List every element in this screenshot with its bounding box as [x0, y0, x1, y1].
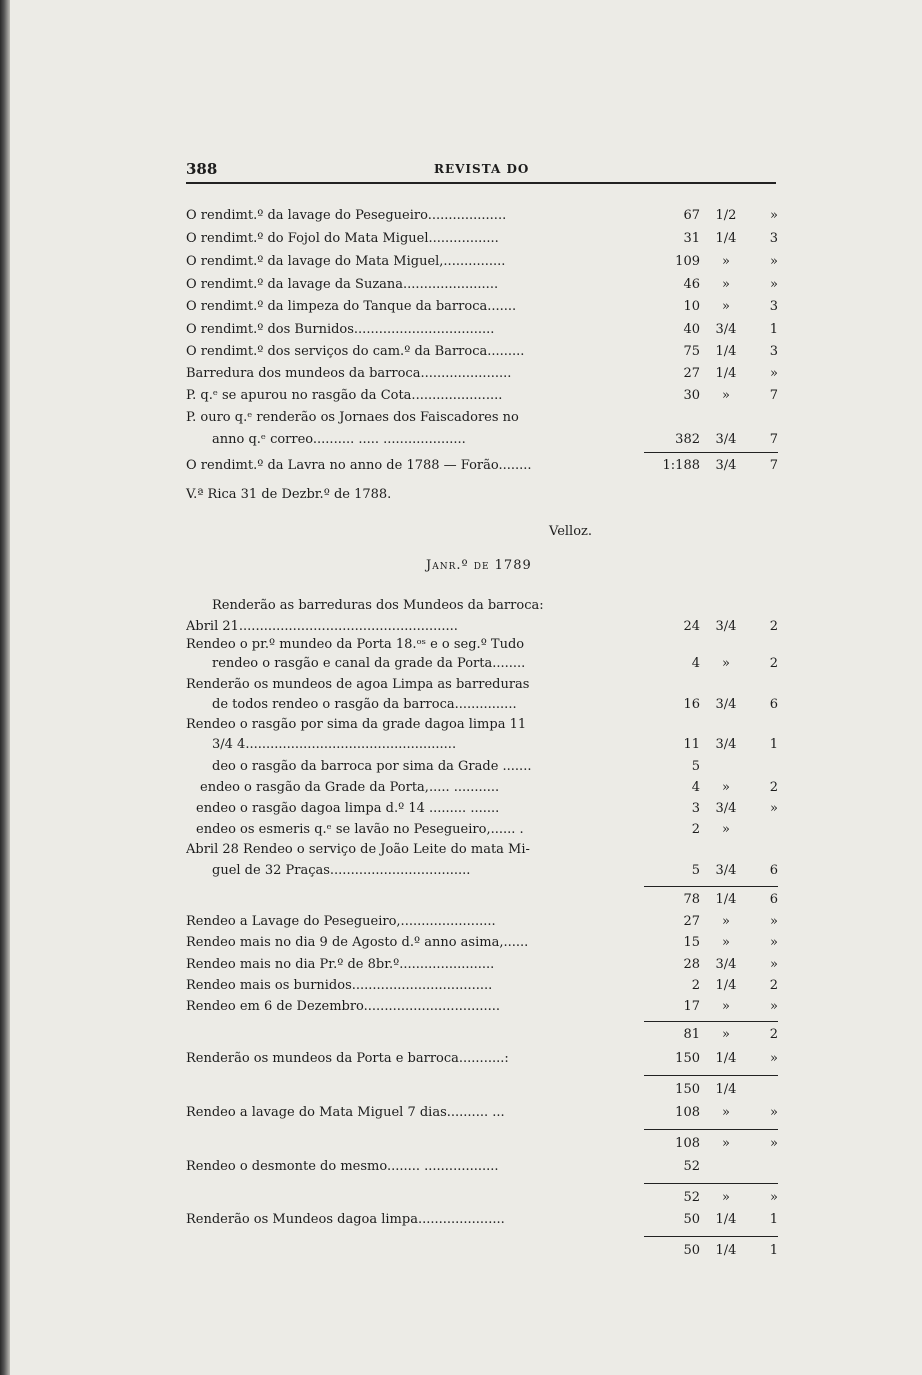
ledger-row: [0, 933, 922, 953]
subtotal-value-1: 150: [675, 1082, 700, 1097]
entry-description: O rendimt.º da lavage do Mata Miguel,...............: [186, 254, 506, 269]
entry-value-3: 3: [769, 231, 778, 246]
ledger-row: [0, 778, 922, 798]
entry-value-3: »: [770, 801, 778, 816]
entry-value-3: »: [770, 999, 778, 1014]
entry-value-3: 7: [769, 388, 778, 403]
running-title: REVISTA DO: [434, 162, 530, 176]
ledger-row: [0, 320, 922, 340]
entry-value-1: 40: [683, 322, 700, 337]
entry-value-2: »: [722, 780, 730, 795]
entry-description: Rendeo o rasgão por sima da grade dagoa limpa 11: [186, 717, 527, 732]
subtotal-value-3: 1: [769, 1243, 778, 1258]
entry-value-3: »: [770, 1051, 778, 1066]
total-value-3: 7: [769, 458, 778, 473]
sum-rule: [644, 1129, 778, 1130]
entry-description: anno q.ᵉ correo.......... ..... ....................: [212, 432, 466, 447]
entry-value-1: 28: [683, 957, 700, 972]
entry-value-1: 46: [683, 277, 700, 292]
subtotal-row: [0, 1080, 922, 1100]
entry-value-1: 2: [691, 978, 700, 993]
entry-value-2: »: [722, 299, 730, 314]
entry-value-1: 150: [675, 1051, 700, 1066]
entry-value-2: 3/4: [715, 863, 737, 878]
ledger-row: [0, 997, 922, 1017]
entry-value-2: 1/2: [715, 208, 737, 223]
entry-value-2: »: [722, 388, 730, 403]
section-heading: Janr.º de 1789: [426, 558, 532, 573]
ledger-row: [0, 735, 922, 755]
entry-value-1: 2: [691, 822, 700, 837]
ledger-row: [0, 252, 922, 272]
ledger-row: [0, 206, 922, 226]
ledger-row: [0, 342, 922, 362]
entry-description: P. q.ᵉ se apurou no rasgão da Cota......................: [186, 388, 503, 403]
subtotal-value-1: 81: [683, 1027, 700, 1042]
total-value-2: 3/4: [715, 458, 737, 473]
entry-value-3: »: [770, 957, 778, 972]
entry-description: Rendeo mais os burnidos..................................: [186, 978, 493, 993]
entry-value-1: 382: [675, 432, 700, 447]
entry-value-3: »: [770, 935, 778, 950]
entry-value-1: 109: [675, 254, 700, 269]
ledger-row: [0, 695, 922, 715]
entry-value-3: »: [770, 1105, 778, 1120]
entry-value-2: 1/4: [715, 1051, 737, 1066]
subtotal-row: [0, 1134, 922, 1154]
subtotal-row: [0, 1025, 922, 1045]
entry-value-1: 10: [683, 299, 700, 314]
entry-value-2: 3/4: [715, 801, 737, 816]
subtotal-row: [0, 1188, 922, 1208]
ledger-row: [0, 675, 922, 695]
subtotal-value-1: 52: [683, 1190, 700, 1205]
entry-value-2: 3/4: [715, 737, 737, 752]
dateline: V.ª Rica 31 de Dezbr.º de 1788.: [186, 487, 392, 502]
entry-description: rendeo o rasgão e canal da grade da Porta........: [212, 656, 526, 671]
sum-rule: [644, 452, 778, 453]
subtotal-value-2: 1/4: [715, 1082, 737, 1097]
entry-value-2: 3/4: [715, 697, 737, 712]
entry-description: Renderão os Mundeos dagoa limpa.....................: [186, 1212, 505, 1227]
entry-description: guel de 32 Praças..................................: [212, 863, 471, 878]
sum-rule: [644, 1075, 778, 1076]
entry-value-3: 7: [769, 432, 778, 447]
ledger-row: [0, 757, 922, 777]
entry-description: P. ouro q.ᵉ renderão os Jornaes dos Faiscadores no: [186, 410, 519, 425]
entry-value-2: »: [722, 277, 730, 292]
subtotal-value-2: 1/4: [715, 1243, 737, 1258]
ledger-row: [0, 617, 922, 637]
ledger-row: [0, 976, 922, 996]
entry-description: O rendimt.º dos serviços do cam.º da Barroca.........: [186, 344, 525, 359]
ledger-row: [0, 1103, 922, 1123]
sum-rule: [644, 1183, 778, 1184]
entry-value-1: 5: [691, 863, 700, 878]
sum-rule: [644, 1021, 778, 1022]
entry-value-1: 15: [683, 935, 700, 950]
entry-value-2: 1/4: [715, 231, 737, 246]
entry-description: endeo o rasgão da Grade da Porta,..... ...........: [200, 780, 500, 795]
ledger-row: [0, 297, 922, 317]
entry-description: deo o rasgão da barroca por sima da Grade .......: [212, 759, 532, 774]
entry-value-3: 6: [769, 697, 778, 712]
entry-description: endeo o rasgão dagoa limpa d.º 14 ......... .......: [196, 801, 500, 816]
entry-description: Rendeo o pr.º mundeo da Porta 18.ᵒˢ e o seg.º Tudo: [186, 637, 525, 652]
entry-description: Barredura dos mundeos da barroca......................: [186, 366, 512, 381]
ledger-row: [0, 820, 922, 840]
entry-value-1: 3: [691, 801, 700, 816]
sum-rule: [644, 1236, 778, 1237]
ledger-row: [0, 955, 922, 975]
subtotal-value-3: 2: [769, 1027, 778, 1042]
entry-value-2: 1/4: [715, 978, 737, 993]
entry-value-3: »: [770, 914, 778, 929]
entry-description: O rendimt.º do Fojol do Mata Miguel.................: [186, 231, 499, 246]
entry-value-3: 3: [769, 299, 778, 314]
entry-value-1: 24: [683, 619, 700, 634]
entry-value-3: 1: [769, 737, 778, 752]
entry-value-2: 3/4: [715, 957, 737, 972]
entry-description: O rendimt.º da limpeza do Tanque da barroca.......: [186, 299, 517, 314]
entry-value-1: 4: [691, 656, 700, 671]
total-value-1: 1:188: [662, 458, 700, 473]
entry-description: Abril 28 Rendeo o serviço de João Leite do mata Mi-: [186, 842, 530, 857]
entry-value-1: 11: [683, 737, 700, 752]
entry-value-3: »: [770, 254, 778, 269]
ledger-row: [0, 840, 922, 860]
entry-description: Rendeo em 6 de Dezembro.................................: [186, 999, 501, 1014]
subtotal-value-1: 50: [683, 1243, 700, 1258]
entry-description: Rendeo a lavage do Mata Miguel 7 dias.......... ...: [186, 1105, 505, 1120]
entry-description: Abril 21.....................................................: [186, 619, 458, 634]
entry-value-3: 3: [769, 344, 778, 359]
ledger-row: [0, 861, 922, 881]
entry-value-2: »: [722, 914, 730, 929]
total-description: O rendimt.º da Lavra no anno de 1788 — Forão........: [186, 458, 532, 473]
entry-value-3: »: [770, 277, 778, 292]
ledger-row: [0, 912, 922, 932]
total-row: [0, 456, 922, 476]
entry-value-2: »: [722, 999, 730, 1014]
entry-value-2: »: [722, 254, 730, 269]
entry-value-2: 1/4: [715, 366, 737, 381]
subtotal-row: [0, 890, 922, 910]
entry-value-2: »: [722, 1105, 730, 1120]
sum-rule: [644, 886, 778, 887]
entry-description: 3/4 4...................................................: [212, 737, 457, 752]
entry-value-3: 2: [769, 978, 778, 993]
subtotal-value-3: »: [770, 1136, 778, 1151]
subtotal-value-1: 78: [683, 892, 700, 907]
ledger-row: [0, 1157, 922, 1177]
entry-value-1: 52: [683, 1159, 700, 1174]
entry-value-1: 108: [675, 1105, 700, 1120]
signature: Velloz.: [549, 524, 593, 539]
entry-value-3: 6: [769, 863, 778, 878]
entry-description: de todos rendeo o rasgão da barroca...............: [212, 697, 517, 712]
ledger-row: [0, 799, 922, 819]
subtotal-value-2: »: [722, 1136, 730, 1151]
ledger-row: [0, 430, 922, 450]
ledger-row: [0, 1210, 922, 1230]
ledger-row: [0, 1049, 922, 1069]
entry-description: Renderão as barreduras dos Mundeos da barroca:: [212, 598, 544, 613]
entry-value-3: 1: [769, 322, 778, 337]
entry-value-3: »: [770, 208, 778, 223]
entry-value-2: 1/4: [715, 1212, 737, 1227]
ledger-row: [0, 715, 922, 735]
entry-value-2: »: [722, 656, 730, 671]
entry-value-1: 4: [691, 780, 700, 795]
page-number: 388: [186, 160, 218, 178]
entry-description: Renderão os mundeos de agoa Limpa as barreduras: [186, 677, 530, 692]
entry-value-2: »: [722, 935, 730, 950]
entry-description: Renderão os mundeos da Porta e barroca...........:: [186, 1051, 509, 1066]
entry-description: Rendeo o desmonte do mesmo........ ..................: [186, 1159, 499, 1174]
entry-value-1: 5: [691, 759, 700, 774]
subtotal-value-2: »: [722, 1027, 730, 1042]
entry-value-2: 1/4: [715, 344, 737, 359]
entry-value-3: 2: [769, 619, 778, 634]
entry-value-1: 50: [683, 1212, 700, 1227]
ledger-row: [0, 229, 922, 249]
entry-value-1: 31: [683, 231, 700, 246]
entry-description: Rendeo a Lavage do Pesegueiro,.......................: [186, 914, 496, 929]
subtotal-row: [0, 1241, 922, 1261]
entry-value-1: 16: [683, 697, 700, 712]
entry-description: endeo os esmeris q.ᵉ se lavão no Pesegueiro,...... .: [196, 822, 524, 837]
entry-description: Rendeo mais no dia 9 de Agosto d.º anno asima,......: [186, 935, 529, 950]
page-header: [186, 160, 776, 182]
ledger-row: [0, 654, 922, 674]
entry-value-1: 67: [683, 208, 700, 223]
entry-value-3: 1: [769, 1212, 778, 1227]
entry-value-3: »: [770, 366, 778, 381]
entry-value-1: 27: [683, 914, 700, 929]
ledger-row: [0, 275, 922, 295]
entry-value-3: 2: [769, 656, 778, 671]
subtotal-value-2: »: [722, 1190, 730, 1205]
entry-description: O rendimt.º da lavage da Suzana.......................: [186, 277, 499, 292]
entry-description: O rendimt.º dos Burnidos..................................: [186, 322, 495, 337]
ledger-row: [0, 635, 922, 655]
entry-value-1: 17: [683, 999, 700, 1014]
entry-value-2: 3/4: [715, 619, 737, 634]
subtotal-value-3: »: [770, 1190, 778, 1205]
entry-value-2: 3/4: [715, 432, 737, 447]
ledger-row: [0, 596, 922, 616]
entry-description: Rendeo mais no dia Pr.º de 8br.º.......................: [186, 957, 495, 972]
entry-description: O rendimt.º da lavage do Pesegueiro...................: [186, 208, 507, 223]
subtotal-value-1: 108: [675, 1136, 700, 1151]
entry-value-1: 30: [683, 388, 700, 403]
subtotal-value-3: 6: [769, 892, 778, 907]
entry-value-3: 2: [769, 780, 778, 795]
ledger-row: [0, 364, 922, 384]
entry-value-1: 75: [683, 344, 700, 359]
ledger-row: [0, 386, 922, 406]
ledger-row: [0, 408, 922, 428]
subtotal-value-2: 1/4: [715, 892, 737, 907]
entry-value-2: »: [722, 822, 730, 837]
entry-value-2: 3/4: [715, 322, 737, 337]
entry-value-1: 27: [683, 366, 700, 381]
header-rule: [186, 182, 776, 184]
